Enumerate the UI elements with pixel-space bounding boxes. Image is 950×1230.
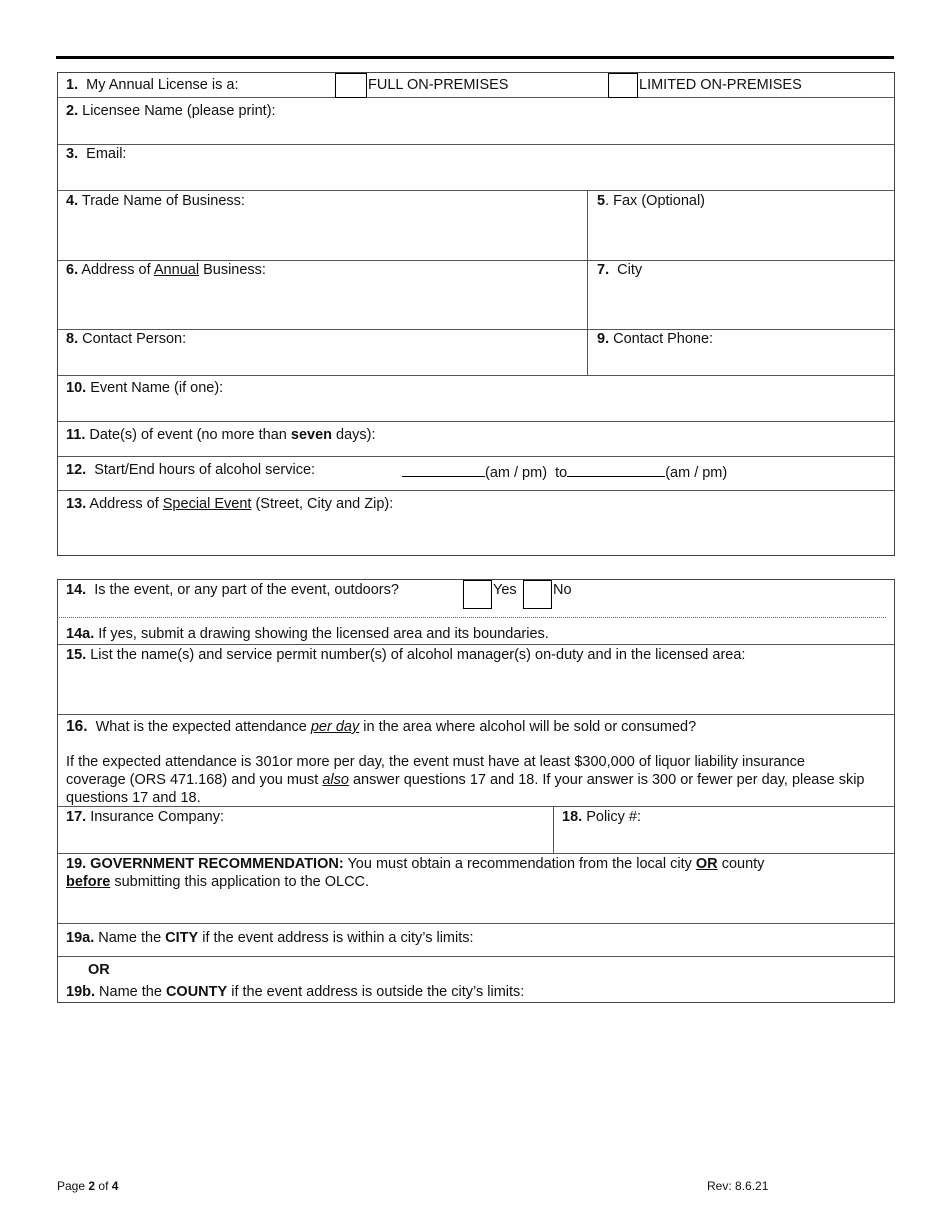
service-hours-inputs[interactable]: (am / pm) to (am / pm) — [402, 462, 727, 482]
outdoors-yes-label: Yes — [493, 582, 517, 598]
q14-label: 14. Is the event, or any part of the event, outdoors? — [66, 582, 399, 598]
expected-attendance-field[interactable]: 16. What is the expected attendance per day in the area where alcohol will be sold or consumed? — [66, 718, 697, 735]
contact-phone-field[interactable]: 9. Contact Phone: — [597, 331, 714, 347]
column-divider — [553, 806, 554, 853]
event-name-field[interactable]: 10. Event Name (if one): — [66, 380, 224, 396]
outdoors-no-checkbox[interactable] — [523, 580, 552, 609]
divider — [57, 456, 895, 457]
divider — [57, 190, 895, 191]
government-recommendation-text: 19. GOVERNMENT RECOMMENDATION: You must obtain a recommendation from the local city OR county before submitting this application to the OLCC. — [66, 856, 765, 890]
divider — [57, 329, 895, 330]
divider — [57, 375, 895, 376]
divider — [57, 260, 895, 261]
limited-on-premises-label: LIMITED ON-PREMISES — [639, 77, 802, 93]
licensee-name-field[interactable]: 2. Licensee Name (please print): — [66, 103, 276, 119]
county-name-field[interactable]: 19b. Name the COUNTY if the event address is outside the city’s limits: — [66, 984, 525, 1000]
insurance-requirement-note: If the expected attendance is 301or more per day, the event must have at least $300,000 of liquor liability insurance coverage (ORS 471.168) and you must also answer questions 17 and 18. If your answer is 300 or fewer per day, please skip questions 17 and 18. — [66, 754, 865, 806]
page-number: Page 2 of 4 — [57, 1179, 119, 1193]
limited-on-premises-checkbox[interactable] — [608, 73, 638, 98]
email-field[interactable]: 3. Email: — [66, 146, 127, 162]
city-field[interactable]: 7. City — [597, 262, 643, 278]
full-on-premises-label: FULL ON-PREMISES — [368, 77, 509, 93]
fax-field[interactable]: 5. Fax (Optional) — [597, 193, 705, 209]
q1-label: 1. My Annual License is a: — [66, 77, 239, 93]
annual-business-address-field[interactable]: 6. Address of Annual Business: — [66, 262, 266, 278]
start-hour-blank[interactable] — [402, 462, 485, 477]
divider — [57, 923, 895, 924]
policy-number-field[interactable]: 18. Policy #: — [562, 809, 642, 825]
divider — [57, 853, 895, 854]
divider — [57, 714, 895, 715]
dotted-divider — [57, 617, 886, 618]
contact-person-field[interactable]: 8. Contact Person: — [66, 331, 187, 347]
column-divider — [587, 190, 588, 375]
or-separator: OR — [88, 962, 110, 978]
divider — [57, 97, 895, 98]
divider — [57, 144, 895, 145]
divider — [57, 421, 895, 422]
revision-label: Rev: 8.6.21 — [707, 1179, 769, 1193]
event-dates-field[interactable]: 11. Date(s) of event (no more than seven days): — [66, 427, 376, 443]
divider — [57, 644, 895, 645]
full-on-premises-checkbox[interactable] — [335, 73, 367, 98]
outdoors-yes-checkbox[interactable] — [463, 580, 492, 609]
outdoors-no-label: No — [553, 582, 572, 598]
alcohol-managers-field[interactable]: 15. List the name(s) and service permit number(s) of alcohol manager(s) on-duty and in the licensed area: — [66, 647, 746, 663]
special-event-address-field[interactable]: 13. Address of Special Event (Street, City and Zip): — [66, 496, 394, 512]
trade-name-field[interactable]: 4. Trade Name of Business: — [66, 193, 245, 209]
q14a-instruction: 14a. If yes, submit a drawing showing the licensed area and its boundaries. — [66, 626, 549, 642]
divider — [57, 956, 895, 957]
end-hour-blank[interactable] — [567, 462, 665, 477]
divider — [57, 490, 895, 491]
city-name-field[interactable]: 19a. Name the CITY if the event address is within a city’s limits: — [66, 930, 474, 946]
header-rule — [56, 56, 894, 59]
service-hours-label: 12. Start/End hours of alcohol service: — [66, 462, 316, 478]
insurance-company-field[interactable]: 17. Insurance Company: — [66, 809, 224, 825]
